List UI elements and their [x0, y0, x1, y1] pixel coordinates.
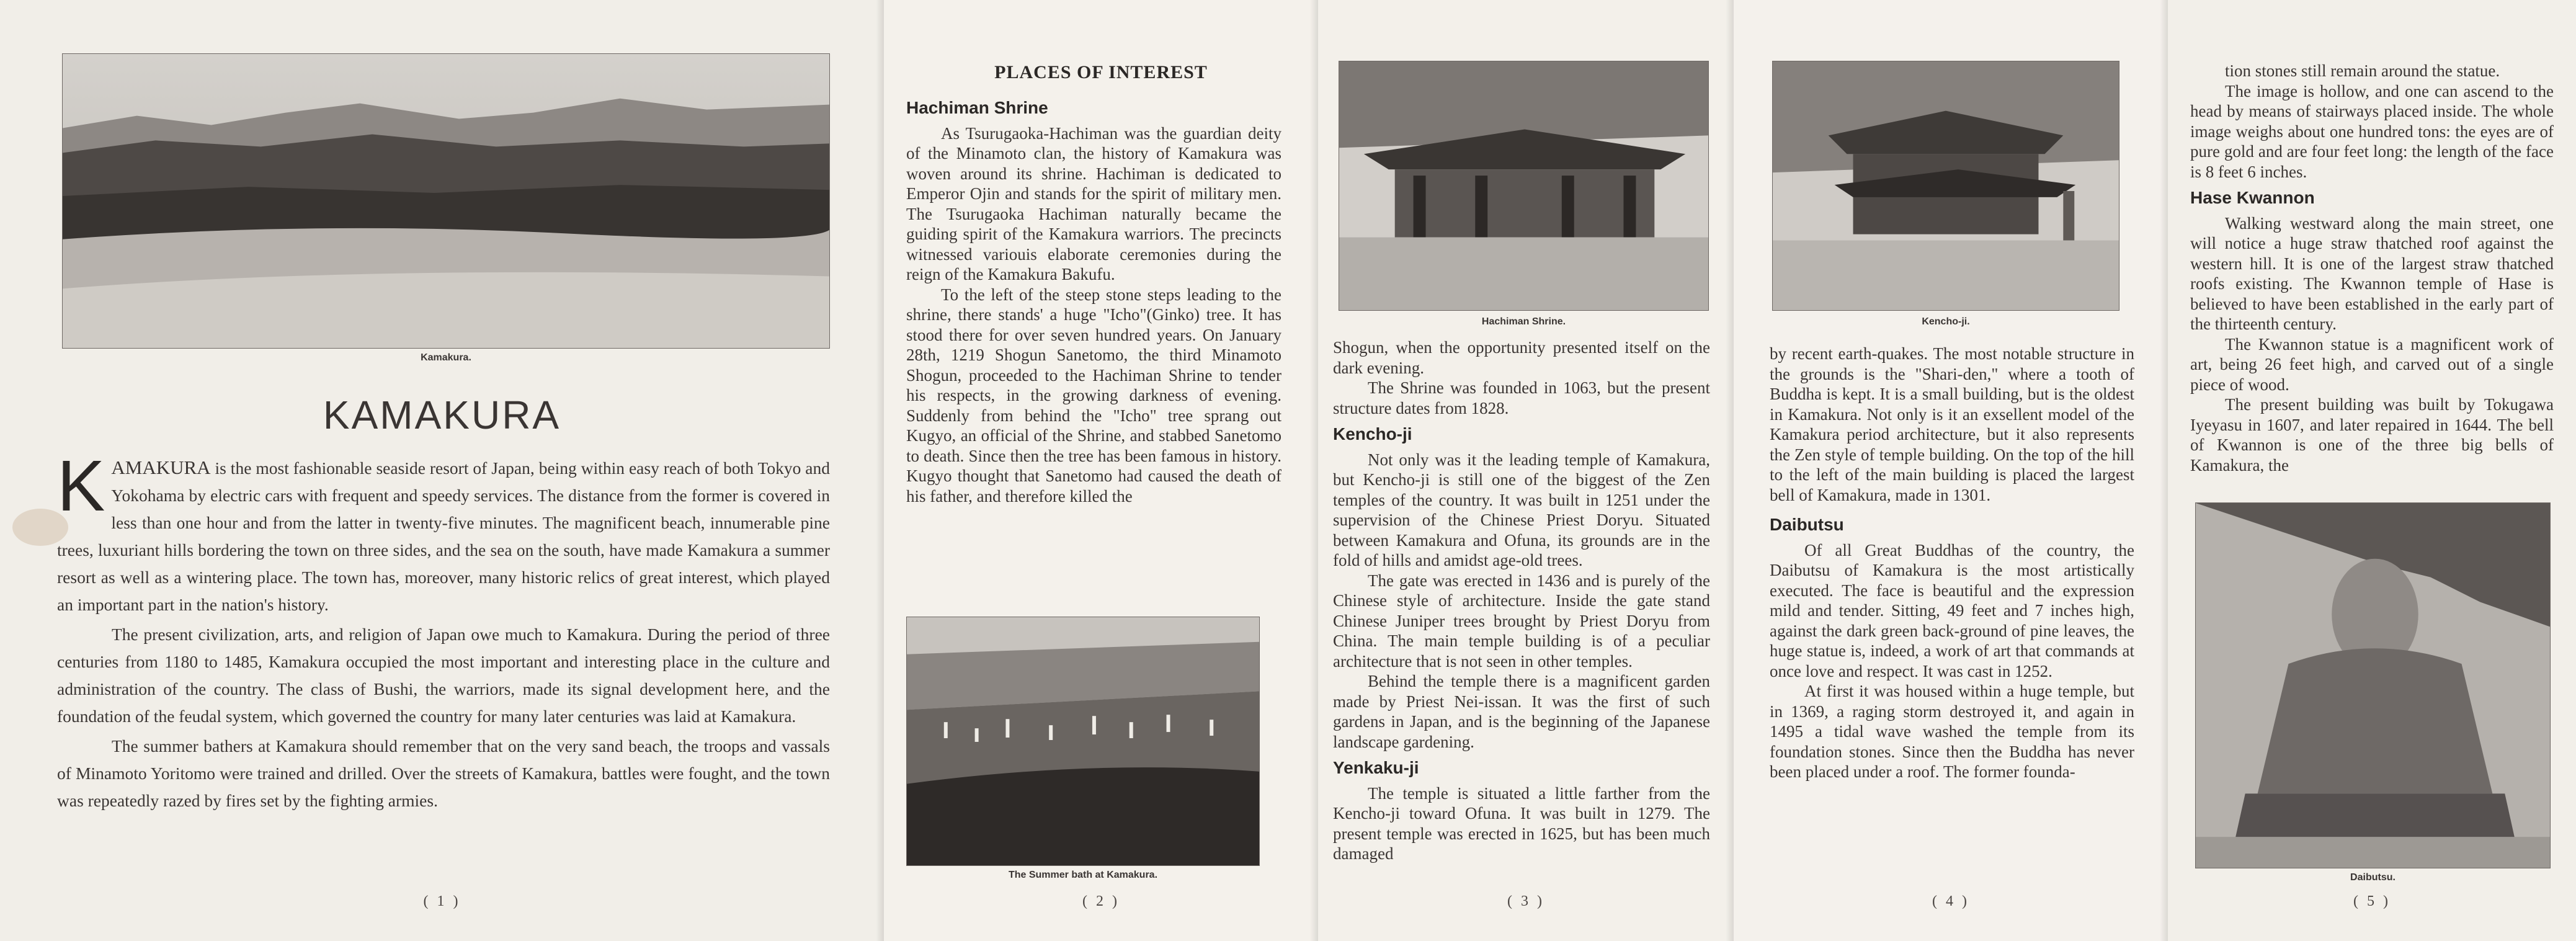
paragraph-history: The present civilization, arts, and religion of Japan owe much to Kamakura. During the period of three centuries from 1180 to 1485, Kamakura occupied the most important and interesting place in the culture and administration of the country. The class of Bushi, the warriors, made its signal development here, and the foundation of the feudal system, which governed the country for many later centuries was laid at Kamakura. [57, 625, 830, 726]
paragraph: The gate was erected in 1436 and is purely of the Chinese style of architecture. Inside the gate stand Chinese Juniper trees brought by Priest Doryu from China. The main temple building is of a peculiar architecture that is not seen in other temples. [1333, 571, 1710, 671]
page-1 [0, 0, 884, 941]
paragraph: The Shrine was founded in 1063, but the present structure dates from 1828. [1333, 378, 1710, 417]
heading-daibutsu: Daibutsu [1770, 515, 1844, 534]
hachiman-shrine-photo [1339, 61, 1709, 311]
intro-text [57, 445, 830, 814]
paragraph-bathers: The summer bathers at Kamakura should remember that on the very sand beach, the troops and vassals of Minamoto Yoritomo were trained and drilled. Over the streets of Kamakura, battles were fought, and the town was repeatedly razed by fires set by the fighting armies. [57, 736, 830, 810]
heading-yenkaku-ji: Yenkaku-ji [1333, 758, 1419, 777]
paragraph: At first it was housed within a huge temple, but in 1369, a raging storm destroyed it, and again in 1495 a tidal wave washed the temple from its foundation stones. Since then the Buddha has never been placed under a roof. The former founda- [1770, 682, 2134, 781]
photo-caption: Kamakura. [421, 352, 471, 363]
paragraph: As Tsurugaoka-Hachiman was the guardian deity of the Minamoto clan, the history of Kamakura was woven around its shrine. Hachiman is dedicated to Emperor Ojin and stands for the spirit of military men. The Tsurugaoka Hachiman naturally became the guiding spirit of the Kamakura warriors. The precincts witnessed variouis elaborate ceremonies during the reign of the Kamakura Bakufu. [906, 123, 1281, 283]
drop-cap: K [57, 445, 105, 526]
paragraph: The image is hollow, and one can ascend to the head by means of stairways placed inside. The whole image weighs about one hundred tons: the eyes are of pure gold and are four feet long: the length of the face is 8 feet 6 inches. [2190, 81, 2554, 181]
page-number: ( 5 ) [2353, 893, 2391, 909]
kamakura-panorama-photo [62, 53, 830, 349]
page-5 [2168, 0, 2576, 941]
page-title: KAMAKURA [323, 393, 561, 437]
paragraph: The Kwannon statue is a magnificent work of art, being 26 feet high, and carved out of a single piece of wood. [2190, 334, 2554, 394]
photo-caption: Kencho-ji. [1922, 316, 1970, 327]
page-number: ( 2 ) [1082, 893, 1120, 909]
photo-caption: The Summer bath at Kamakura. [1008, 870, 1158, 880]
paragraph: Shogun, when the opportunity presented itself on the dark evening. [1333, 338, 1710, 377]
photo-caption: Hachiman Shrine. [1481, 316, 1566, 327]
paragraph: Walking westward along the main street, one will notice a huge straw thatched roof against the western hill. It is one of the largest straw thatched roofs existing. The Kwannon temple of Hase is believed to have been established in the early part of the thirteenth century. [2190, 213, 2554, 333]
page-4 [1734, 0, 2168, 941]
photo-caption: Daibutsu. [2350, 872, 2396, 883]
daibutsu-column [1770, 344, 2134, 782]
hase-kwannon-column [2190, 61, 2554, 475]
kencho-column [1333, 337, 1710, 864]
paragraph-intro: KAMAKURA is the most fashionable seaside resort of Japan, being within easy reach of both Tokyo and Yokohama by electric cars with frequent and speedy services. The distance from the former is covered in less than one hour and from the latter in twenty-five minutes. The magnificent beach, innumerable pine trees, luxuriant hills bordering the town on three sides, and the sea on the south, have made Kamakura a summer resort as well as a wintering place. The town has, moreover, many historic relics of great interest, which played an important part in the nation's history. [57, 445, 830, 614]
paragraph: To the left of the steep stone steps leading to the shrine, there stands' a huge "Icho"(Ginko) tree. It has stood there for over seven hundred years. On January 28th, 1219 Shogun Sanetomo, the third Minamoto Shogun, proceeded to the Hachiman Shrine to tender his respects, in the growing darkness of evening. Suddenly from behind the "Icho" tree sprang out Kugyo, an official of the Shrine, and stabbed Sanetomo to death. Since then the tree has been famous in history. Kugyo thought that Sanetomo had caused the death of his father, and therefore killed the [906, 285, 1281, 506]
paragraph: by recent earth-quakes. The most notable structure in the grounds is the "Shari-den," where a tooth of Buddha is kept. It is a small building, but is the oldest in Kamakura. Not only is it an exsellent model of the Kamakura period architecture, but it also represents the Zen style of temple building. On the top of the hill to the left of the main building is placed the largest bell of Kamakura, made in 1301. [1770, 344, 2134, 504]
page-number: ( 1 ) [423, 893, 461, 909]
paragraph: Of all Great Buddhas of the country, the Daibutsu of Kamakura is the most artistically executed. The face is beautiful and the expression mild and tender. Sitting, 49 feet and 7 inches high, against the dark green back-ground of pine leaves, the huge statue is, indeed, a work of art that commands at once love and respect. It was cast in 1252. [1770, 540, 2134, 680]
page-number: ( 4 ) [1932, 893, 1969, 909]
section-title: PLACES OF INTEREST [994, 62, 1208, 83]
hachiman-column [906, 92, 1281, 506]
heading-kencho-ji: Kencho-ji [1333, 424, 1412, 444]
heading-hase-kwannon: Hase Kwannon [2190, 188, 2315, 207]
page-3 [1318, 0, 1734, 941]
paragraph: The present building was built by Tokugawa Iyeyasu in 1607, and later repaired in 1644. The bell of Kwannon is one of the three big bells of Kamakura, the [2190, 395, 2554, 475]
summer-bath-photo [906, 617, 1260, 866]
daibutsu-photo [2195, 502, 2551, 868]
paper-stain [12, 509, 68, 546]
page-2 [884, 0, 1318, 941]
heading-hachiman-shrine: Hachiman Shrine [906, 98, 1048, 117]
paragraph: The temple is situated a little farther from the Kencho-ji toward Ofuna. It was built in 1279. The present temple was erected in 1625, but has been much damaged [1333, 783, 1710, 863]
paragraph: Behind the temple there is a magnificent garden made by Priest Nei-issan. It was the first of such gardens in Japan, and is the beginning of the Japanese landscape gardening. [1333, 672, 1710, 751]
paragraph: tion stones still remain around the statue. [2225, 61, 2500, 80]
kencho-ji-photo [1772, 61, 2119, 311]
page-number: ( 3 ) [1507, 893, 1544, 909]
paragraph: Not only was it the leading temple of Kamakura, but Kencho-ji is still one of the biggest of the Zen temples of the country. It was built in 1251 under the supervision of the Chinese Priest Doryu. Situated between Kamakura and Ofuna, its grounds are in the fold of hills and amidst age-old trees. [1333, 450, 1710, 569]
